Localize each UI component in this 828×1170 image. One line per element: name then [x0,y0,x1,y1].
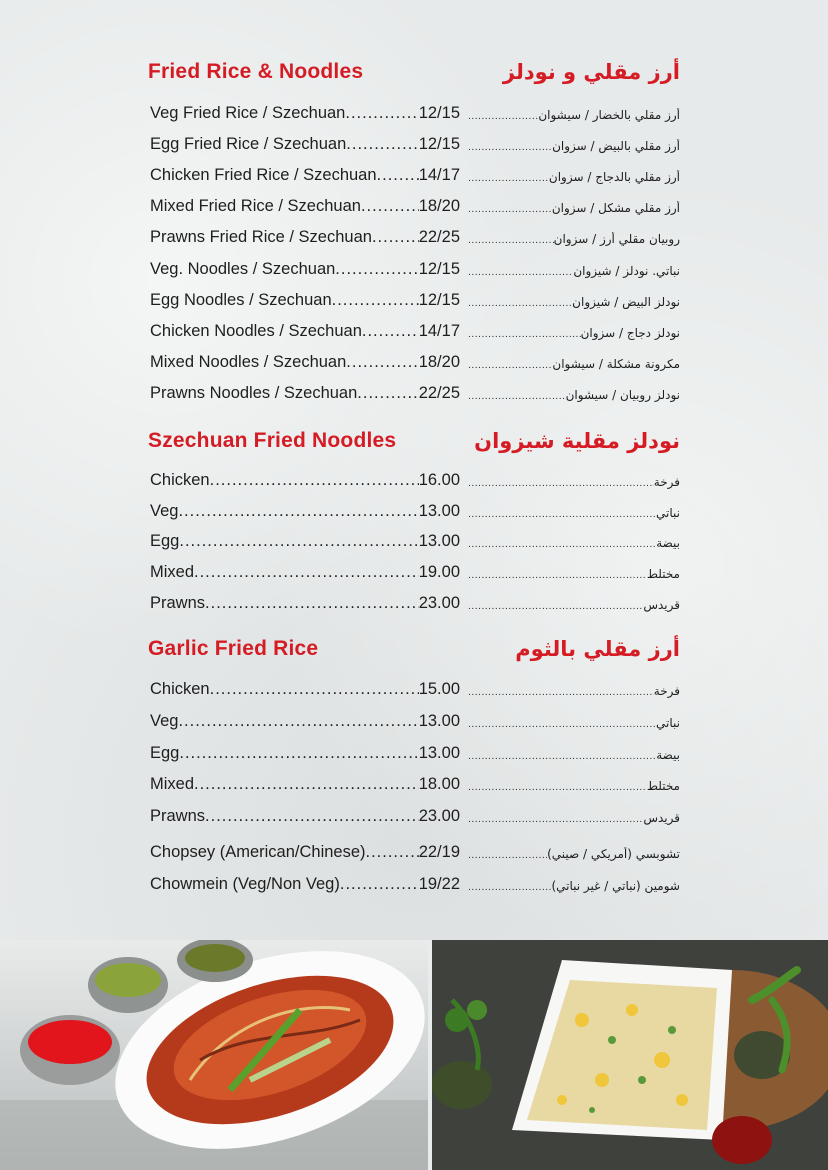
item-name-en: Veg [150,501,179,520]
item-en [150,775,460,794]
item-en [150,563,460,582]
item-name-ar: نودلز دجاج / سزوان [580,325,680,340]
leader-dots [372,228,419,247]
item-name-en: Prawns Fried Rice / Szechuan [150,228,372,247]
item-name-ar: أرز مقلي بالخضار / سيشوان [538,108,680,122]
noodles-photo [0,940,428,1170]
menu-item-row [0,563,828,591]
item-name-ar: نباتي. نودلز / شيزوان [573,263,680,278]
leader-dots [468,510,656,520]
item-ar [468,108,680,122]
item-name-ar: فرخة [653,475,680,489]
item-price: 18/20 [418,197,460,216]
menu-item-row [0,291,828,319]
leader-dots [210,471,419,490]
item-en [150,322,460,341]
leader-dots [468,688,654,698]
menu-item-row [0,744,828,772]
item-name-en: Egg [150,532,180,551]
item-ar [468,748,680,762]
item-en [150,471,460,490]
item-en [150,875,460,894]
item-ar [468,879,680,893]
item-price: 14/17 [418,166,460,185]
item-name-ar: بيضة [656,747,680,762]
item-en [150,291,460,310]
leader-dots [468,330,581,340]
item-en [150,843,460,862]
leader-dots [468,143,552,153]
item-name-ar: بيضة [656,536,680,551]
menu-item-row [0,197,828,225]
menu-item-row [0,680,828,708]
item-ar [468,716,680,730]
item-price: 18.00 [418,775,460,794]
leader-dots [178,502,418,521]
section-title-en: Szechuan Fried Noodles [148,429,397,452]
item-name-ar: قريدس [643,811,680,826]
item-ar [468,264,680,278]
item-en [150,594,460,613]
leader-dots [205,594,419,613]
leader-dots [468,815,643,825]
section-title-ar: أرز مقلي بالثوم [515,637,680,661]
item-name-en: Chicken [150,471,210,489]
item-price: 15.00 [418,680,460,698]
item-name-en: Egg [150,743,180,762]
item-name-en: Prawns [150,807,206,826]
leader-dots [361,197,419,216]
item-name-en: Mixed Noodles / Szechuan [150,352,347,371]
menu-item-row [0,712,828,740]
item-ar [468,847,680,861]
item-name-ar: نودلز البيض / شيزوان [572,294,680,309]
item-price: 13.00 [418,743,460,762]
leader-dots [468,783,647,793]
item-price: 13.00 [418,532,460,551]
item-ar [468,779,680,793]
item-en [150,680,460,699]
leader-dots [468,571,647,581]
item-name-ar: أرز مقلي بالبيض / سزوان [552,139,680,154]
item-name-en: Mixed Fried Rice / Szechuan [150,197,361,216]
section-title-ar: نودلز مقلية شيزوان [474,429,680,453]
leader-dots [366,843,419,862]
menu-item-row [0,322,828,350]
item-price: 14/17 [418,321,460,340]
item-ar [468,139,680,153]
item-ar [468,170,680,184]
menu-item-row [0,875,828,903]
leader-dots [345,104,418,123]
leader-dots [468,392,566,402]
section-title-en: Garlic Fried Rice [148,637,319,660]
leader-dots [335,260,418,279]
item-name-en: Mixed [150,775,195,794]
leader-dots [194,563,419,582]
item-en [150,135,460,154]
item-name-ar: قريدس [643,597,680,612]
leader-dots [210,680,419,699]
item-name-en: Chicken Fried Rice / Szechuan [150,166,377,185]
leader-dots [357,384,418,403]
leader-dots [468,205,552,215]
item-price: 22/25 [418,228,460,247]
item-name-en: Veg [150,711,179,730]
leader-dots [468,112,538,122]
item-en [150,532,460,551]
item-en [150,353,460,372]
item-en [150,228,460,247]
leader-dots [468,851,547,861]
leader-dots [468,602,643,612]
leader-dots [468,299,572,309]
item-en [150,260,460,279]
leader-dots [468,479,654,489]
item-en [150,744,460,763]
item-name-en: Prawns Noodles / Szechuan [150,383,358,402]
item-price: 13.00 [418,501,460,520]
section-title-en: Fried Rice & Noodles [148,60,364,83]
leader-dots [205,807,419,826]
section-title-ar: أرز مقلي و نودلز [502,60,680,84]
item-name-ar: مكرونة مشكلة / سيشوان [552,356,680,371]
leader-dots [468,540,656,550]
item-en [150,712,460,731]
leader-dots [468,720,656,730]
item-price: 12/15 [418,290,460,309]
leader-dots [468,268,573,278]
leader-dots [346,353,418,372]
item-ar [468,684,680,698]
leader-dots [346,135,418,154]
item-name-ar: شومين (نباتي / غير نباتي) [551,878,680,893]
item-price: 13.00 [418,711,460,730]
item-price: 12/15 [418,259,460,278]
leader-dots [468,361,552,371]
item-ar [468,201,680,215]
item-name-en: Veg. Noodles / Szechuan [150,259,336,278]
item-en [150,502,460,521]
item-name-ar: تشوبسي (أمريكي / صيني) [547,847,680,861]
item-en [150,807,460,826]
menu-item-row [0,166,828,194]
item-ar [468,326,680,340]
item-en [150,166,460,185]
leader-dots [340,875,419,894]
fried-rice-photo [432,940,828,1170]
item-name-ar: نباتي [656,505,680,520]
menu-item-row [0,260,828,288]
item-price: 23.00 [418,593,460,612]
menu-item-row [0,471,828,499]
menu-item-row [0,775,828,803]
item-price: 12/15 [418,135,460,154]
item-name-ar: نباتي [656,715,680,730]
menu-item-row [0,843,828,871]
item-ar [468,567,680,581]
leader-dots [468,174,549,184]
leader-dots [179,532,418,551]
menu-item-row [0,532,828,560]
item-name-en: Mixed [150,563,195,582]
item-name-en: Chicken [150,680,210,698]
menu-item-row [0,384,828,412]
item-name-ar: روبيان مقلي أرز / سزوان [553,232,680,247]
leader-dots [362,322,419,341]
item-price: 18/20 [418,352,460,371]
menu-item-row [0,594,828,622]
item-name-ar: فرخة [653,684,680,698]
leader-dots [377,166,419,185]
item-en [150,197,460,216]
item-name-ar: أرز مقلي بالدجاج / سزوان [548,170,680,185]
item-price: 16.00 [418,471,460,489]
item-name-en: Prawns [150,593,206,612]
item-ar [468,811,680,825]
item-name-en: Chicken Noodles / Szechuan [150,321,362,340]
leader-dots [332,291,419,310]
menu-item-row [0,228,828,256]
item-ar [468,388,680,402]
item-price: 12/15 [418,104,460,122]
menu-item-row [0,353,828,381]
item-name-en: Egg Fried Rice / Szechuan [150,135,347,154]
menu-item-row [0,104,828,132]
item-price: 22/19 [418,843,460,861]
item-ar [468,357,680,371]
menu-item-row [0,135,828,163]
leader-dots [468,883,551,893]
item-name-en: Chowmein (Veg/Non Veg) [150,874,340,893]
item-name-ar: أرز مقلي مشكل / سزوان [551,201,680,216]
item-en [150,104,460,123]
item-ar [468,475,680,489]
item-name-ar: مختلط [646,567,680,582]
leader-dots [179,744,418,763]
item-name-en: Veg Fried Rice / Szechuan [150,104,346,122]
item-en [150,384,460,403]
leader-dots [468,236,554,246]
item-name-ar: مختلط [646,779,680,794]
item-ar [468,536,680,550]
item-name-en: Chopsey (American/Chinese) [150,843,366,861]
item-name-ar: نودلز روبيان / سيشوان [565,387,680,402]
item-ar [468,295,680,309]
leader-dots [194,775,419,794]
menu-item-row [0,807,828,835]
item-ar [468,506,680,520]
item-price: 19/22 [418,874,460,893]
item-price: 19.00 [418,563,460,582]
item-price: 22/25 [418,383,460,402]
item-ar [468,232,680,246]
item-name-en: Egg Noodles / Szechuan [150,290,332,309]
leader-dots [468,752,656,762]
item-ar [468,598,680,612]
menu-item-row [0,502,828,530]
item-price: 23.00 [418,807,460,826]
leader-dots [178,712,418,731]
